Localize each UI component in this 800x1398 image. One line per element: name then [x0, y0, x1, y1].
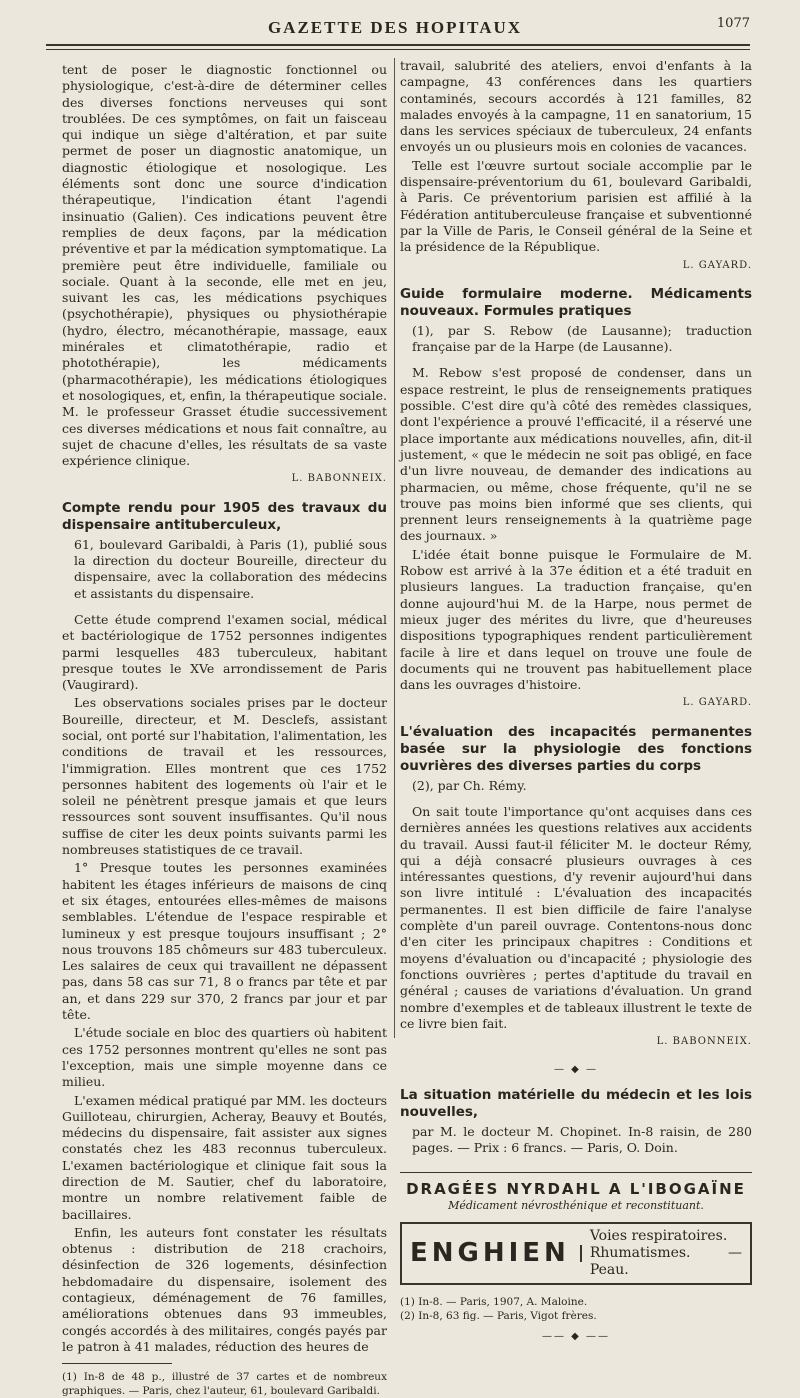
paragraph: Cette étude comprend l'examen social, médical et bactériologique de 1752 personnes indigentes parmi lesquelles 483 tuberculeux, habitant presque toutes le XVe arrondissement de Paris (Vaugirard). — [62, 611, 387, 693]
section-subtitle: (1), par S. Rebow (de Lausanne); traduction française par de la Harpe (de Lausanne). — [412, 322, 752, 355]
advertisement-block — [400, 1172, 752, 1285]
paragraph: On sait toute l'importance qu'ont acquises dans ces dernières années les questions relatives aux accidents du travail. Aussi faut-il féliciter M. le docteur Rémy, qui a déjà consacré plusieurs ouvrages à ces intéressantes questions, d'y revenir aujourd'hui dans son livre intitulé : L'évaluation des incapacités permanentes. Il est bien difficile de faire l'analyse complète d'un pareil ouvrage. Contentons-nous donc d'en citer les principaux chapitres : Conditions et moyens d'évaluation ou d'incapacité ; physiologie des fonctions ouvrières ; pertes d'aptitude du travail en général ; causes de variations d'évaluation. Un grand nombre d'exemples et de tableaux illustrent le texte de ce livre bien fait. — [400, 803, 752, 1031]
header-rule — [46, 44, 750, 46]
ad-subtitle: Médicament névrosthénique et reconstituant. — [448, 1198, 704, 1212]
page-number: 1077 — [716, 16, 750, 31]
paragraph: L'étude sociale en bloc des quartiers où habitent ces 1752 personnes montrent qu'elles ne sont pas l'exception, mais une simple moyenne dans ce milieu. — [62, 1025, 387, 1090]
ornament-divider: —— ◆ —— — [541, 1330, 611, 1342]
ad-box — [400, 1222, 752, 1285]
footnote-rule — [62, 1363, 172, 1364]
paragraph: Enfin, les auteurs font constater les résultats obtenus : distribution de 218 crachoirs, désinfection de 326 logements, désinfection hebdomadaire du dispensaire, isolement des contagieux, déménagement de 76 familles, améliorations obtenues dans 93 immeubles, congés accordés à des militaires, congés payés par le patron à 41 malades, réduction des heures de — [62, 1224, 387, 1354]
ad-name: ENGHIEN — [410, 1245, 582, 1261]
journal-title: GAZETTE DES HOPITAUX — [267, 18, 523, 37]
section-title: Guide formulaire moderne. Médicaments nouveaux. Formules pratiques — [400, 285, 752, 319]
section-title: Compte rendu pour 1905 des travaux du dispensaire antituberculeux, — [62, 499, 387, 533]
column-divider — [394, 58, 395, 1038]
section-subtitle: par M. le docteur M. Chopinet. In-8 raisin, de 280 pages. — Prix : 6 francs. — Paris, O. Doin. — [412, 1123, 752, 1156]
section-subtitle: (2), par Ch. Rémy. — [412, 777, 527, 793]
page-header — [40, 14, 750, 44]
section-title: La situation matérielle du médecin et les lois nouvelles, — [400, 1086, 752, 1120]
ad-line: Voies respiratoires. — [589, 1227, 728, 1244]
paragraph: travail, salubrité des ateliers, envoi d'enfants à la campagne, 43 conférences dans les quartiers contaminés, secours accordés à 121 familles, 82 malades envoyés à la campagne, 11 en sanatorium, 15 dans les services spéciaux de tuberculeux, 24 enfants envoyés un ou plusieurs mois en colonies de vacances. — [400, 58, 752, 155]
header-rule-thin — [46, 49, 750, 50]
signature: L. BABONNEIX. — [291, 473, 387, 485]
right-column — [400, 58, 752, 1351]
paragraph: 1° Presque toutes les personnes examinées habitent les étages inférieurs de maisons de cinq et six étages, entourées elles-mêmes de maisons semblables. L'étendue de l'espace respirable et lumineux y est presque toujours insuffisant ; 2° nous trouvons 185 chômeurs sur 483 tuberculeux. Les salaires de ceux qui travaillent ne dépassent pas, dans 58 cas sur 71, 8 o francs par tête et par an, et dans 229 sur 370, 2 francs par jour et par tête. — [62, 860, 387, 1023]
paragraph: tent de poser le diagnostic fonctionnel ou physiologique, c'est-à-dire de déterminer celles des diverses fonctions nerveuses qui sont troublées. De ces symptômes, on fait un faisceau qui indique un siège d'altération, et par suite permet de poser un diagnostic anatomique, un diagnostic étiologique et nosologique. Les éléments sont donc une source d'indication thérapeutique, l'indication étant l'agendi insinuatio (Galien). Ces indications peuvent être remplies de deux façons, par la médication préventive et par la médication symptomatique. La première peut être individuelle, familiale ou sociale. Quant à la seconde, elle met en jeu, suivant les cas, les médications psychiques (psychothérapie), physiques ou physiothérapie (hydro, électro, mécanothérapie, massage, eaux minérales et climatothérapie, radio et photothérapie), les médicaments (pharmacothérapie), les médications étiologiques et nosologiques, et, enfin, la thérapeutique sociale. M. le professeur Grasset étudie successivement ces diverses médications et nous fait connaître, au sujet de chacune d'elles, les résultats de sa vaste expérience clinique. — [62, 62, 387, 469]
section-subtitle: 61, boulevard Garibaldi, à Paris (1), publié sous la direction du docteur Boureille, directeur du dispensaire, avec la collaboration des médecins et assistants du dispensaire. — [74, 536, 387, 601]
footnote: (1) In-8 de 48 p., illustré de 37 cartes et de nombreux graphiques. — Paris, chez l'auteur, 61, boulevard Garibaldi. — [62, 1371, 387, 1398]
ad-details — [582, 1228, 742, 1279]
paragraph: L'idée était bonne puisque le Formulaire de M. Robow est arrivé à la 37e édition et a été traduit en plusieurs langues. La traduction française, qu'en donne aujourd'hui M. de la Harpe, nous permet de mieux juger des mérites du livre, que d'heureuses dispositions typographiques rendent particulièrement facile à lire et dans lequel on trouve une foule de documents qui ne trouvent pas habituellement place dans les ouvrages d'histoire. — [400, 546, 752, 693]
paragraph: M. Rebow s'est proposé de condenser, dans un espace restreint, le plus de renseignements pratiques possible. C'est dire qu'à côté des remèdes classiques, dont l'expérience a prouvé l'efficacité, il a réservé une place importante aux médications nouvelles, afin, dit-il justement, « que le médecin ne soit pas obligé, en face d'un livre nouveau, de demander des indications au pharmacien, ou même, chose fréquente, qu'il ne se trouve pas moins bien informé que ses clients, qui prennent leurs renseignements à la quatrième page des journaux. » — [400, 365, 752, 544]
ornament-divider: — ◆ — — [553, 1064, 599, 1076]
paragraph: L'examen médical pratiqué par MM. les docteurs Guilloteau, chirurgien, Acheray, Beauvy et Boutés, médecins du dispensaire, fait assister aux signes constatés chez les 483 reconnus tuberculeux. L'examen bactériologique et clinique fait sous la direction de M. Sautier, chef du laboratoire, montre un nombre relativement faible de bacillaires. — [62, 1092, 387, 1222]
paragraph: Les observations sociales prises par le docteur Boureille, directeur, et M. Desclefs, assistant social, ont porté sur l'habitation, l'alimentation, les conditions de travail et les ressources, l'immigration. Elles montrent que ces 1752 personnes habitent des logements où l'air et le soleil ne pénètrent presque jamais et que leurs ressources sont souvent insuffisantes. Qu'il nous suffise de citer les deux points suivants parmi les nombreuses statistiques de ce travail. — [62, 695, 387, 858]
footnote: (2) In-8, 63 fig. — Paris, Vigot frères. — [400, 1309, 597, 1322]
left-column — [62, 62, 387, 1398]
footnote: (1) In-8. — Paris, 1907, A. Maloine. — [400, 1295, 588, 1308]
signature: L. GAYARD. — [682, 259, 752, 271]
paragraph: Telle est l'œuvre surtout sociale accomplie par le dispensaire-préventorium du 61, boulevard Garibaldi, à Paris. Ce préventorium parisien est affilié à la Fédération antituberculeuse française et subventionné par la Ville de Paris, le Conseil général de la Seine et la présidence de la République. — [400, 157, 752, 255]
signature: L. BABONNEIX. — [656, 1036, 752, 1048]
section-title: L'évaluation des incapacités permanentes basée sur la physiologie des fonctions ouvrières des diverses parties du corps — [400, 723, 752, 774]
ad-line: Rhumatismes. — Peau. — [589, 1244, 742, 1278]
signature: L. GAYARD. — [682, 697, 752, 709]
ad-title: DRAGÉES NYRDAHL A L'IBOGAÏNE — [406, 1180, 746, 1199]
